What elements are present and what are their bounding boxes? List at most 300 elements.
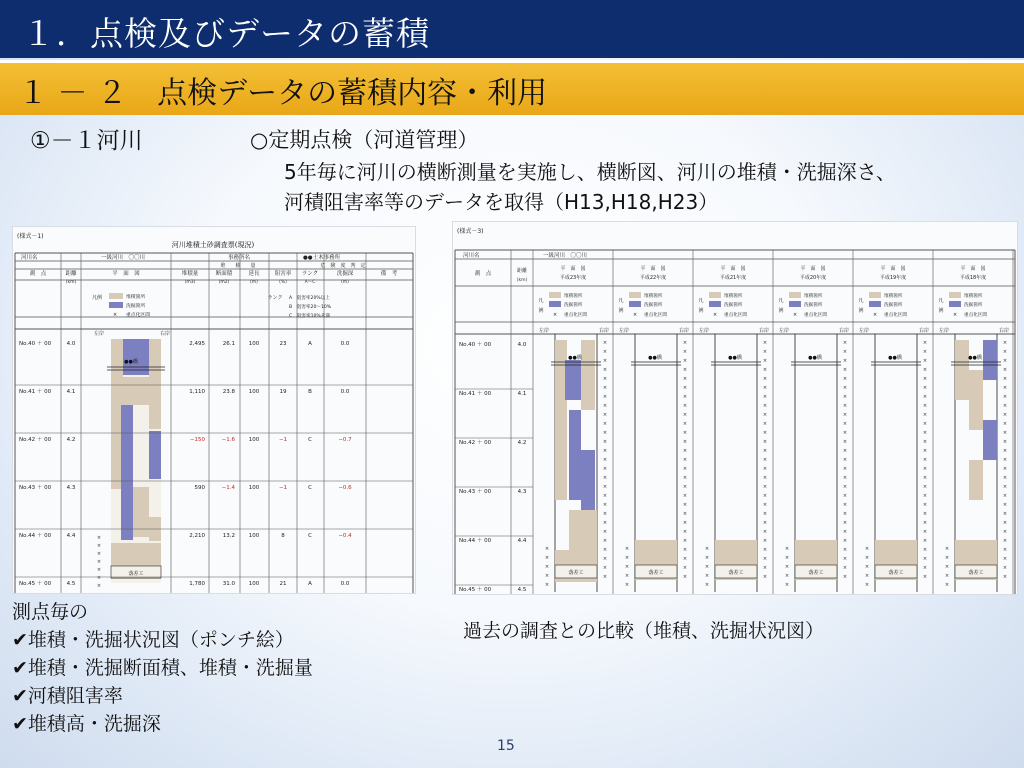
column-header: 堆積量 [181,271,199,277]
cross-mark: × [682,511,688,517]
sediment-block [569,510,597,550]
legend-item: 洗掘箇所 [884,303,903,308]
column-header: ランク [301,271,319,277]
cross-mark: × [624,564,630,570]
cross-mark: × [602,484,608,490]
cross-mark: × [1002,376,1008,382]
distance-cell: 4.2 [66,437,76,443]
cross-mark: × [762,556,768,562]
year-header: 平 面 図 [640,266,666,272]
cross-mark: × [602,376,608,382]
rank-cell: B [308,389,312,395]
cross-mark: × [682,493,688,499]
cross-mark: × [682,376,688,382]
legend-item: 洗掘箇所 [126,304,146,309]
cross-mark: × [762,421,768,427]
station-cell: No.42 ＋ 00 [19,437,52,443]
cross-mark: × [602,421,608,427]
cross-mark: × [922,565,928,571]
cross-mark: × [762,565,768,571]
bridge-label: ●●橋 [648,355,662,361]
rate-cell: 19 [279,389,287,395]
sediment-block [569,410,581,500]
cross-mark: × [113,312,118,318]
sediment-block [123,377,149,405]
year-header: 平成21年度 [719,275,747,281]
cross-mark: × [842,430,848,436]
cross-mark: × [842,565,848,571]
group-header-area: 堆 積 量 [220,263,256,269]
volume-cell: 2,210 [189,533,205,539]
cross-mark: × [944,573,950,579]
cross-mark: × [842,502,848,508]
sediment-block [149,339,161,429]
legend-item: 重点化区間 [644,313,667,318]
cross-mark: × [682,475,688,481]
legend-label: 凡 [538,298,544,304]
cross-mark: × [922,367,928,373]
cross-mark: × [1002,367,1008,373]
cross-mark: × [624,573,630,579]
cross-mark: × [864,564,870,570]
legend-label: 凡 [618,298,624,304]
cross-mark: × [842,349,848,355]
cross-mark: × [602,412,608,418]
cross-mark: × [682,439,688,445]
area-cell: 26.1 [222,341,235,347]
cross-mark: × [944,564,950,570]
scour-cell: 0.0 [340,389,350,395]
rate-cell: −1 [278,437,288,443]
cross-mark: × [602,547,608,553]
page-title: １．点検及びデータの蓄積 [22,14,430,53]
cross-mark: × [602,511,608,517]
cross-mark: × [922,376,928,382]
cross-mark: × [682,349,688,355]
cross-mark: × [784,582,790,588]
sediment-block [121,405,133,540]
cross-mark: × [602,529,608,535]
cross-mark: × [784,546,790,552]
note-item: ✔堆積・洗掘状況図（ポンチ絵） [12,629,294,651]
cross-mark: × [602,466,608,472]
cross-mark: × [762,529,768,535]
left-bank-label: 左岸 [619,328,630,334]
column-header: 測 点 [29,271,47,277]
cross-mark: × [624,555,630,561]
right-bank-label: 右岸 [838,328,849,334]
column-header: 洗掘深 [336,271,354,277]
rate-cell: −1 [278,485,288,491]
cross-mark: × [922,448,928,454]
station-cell: No.45 ＋ 00 [19,581,52,587]
form-number: (様式－3) [457,228,484,235]
cross-mark: × [1002,574,1008,580]
rank-cell: A [308,581,312,587]
cross-mark: × [793,312,798,318]
cross-mark: × [842,457,848,463]
cross-mark: × [704,582,710,588]
scour-swatch [549,301,561,307]
cross-mark: × [544,564,550,570]
cross-mark: × [842,466,848,472]
cross-mark: × [544,573,550,579]
rank-legend-item: A 阻害率20%以上 [289,296,330,301]
weir-label: 落差工 [128,571,144,577]
cross-mark: × [682,367,688,373]
legend-item: 堆積箇所 [126,295,146,300]
legend-item: 堆積箇所 [964,294,983,299]
station-cell: No.45 ＋ 00 [459,587,492,593]
scour-swatch [869,301,881,307]
cross-mark: × [842,385,848,391]
cross-mark: × [1002,466,1008,472]
distance-cell: 4.0 [66,341,76,347]
cross-mark: × [873,312,878,318]
cross-mark: × [602,403,608,409]
cross-mark: × [842,511,848,517]
cross-mark: × [922,529,928,535]
left-bank-label: 左岸 [939,328,950,334]
rank-cell: A [308,341,312,347]
cross-mark: × [784,564,790,570]
cross-mark: × [842,520,848,526]
cross-mark: × [682,403,688,409]
sediment-block [149,431,161,479]
station-cell: No.40 ＋ 00 [19,341,52,347]
year-header: 平成19年度 [879,275,907,281]
cross-mark: × [1002,493,1008,499]
column-header: 阻害率 [274,271,292,277]
cross-mark: × [602,349,608,355]
bridge-label: ●●橋 [728,355,742,361]
rank-legend-item: C 阻害率10%未満 [289,314,330,319]
cross-mark: × [1002,394,1008,400]
cross-mark: × [842,367,848,373]
sediment-block [133,487,149,537]
rate-cell: 21 [279,581,287,587]
sediment-block [581,450,595,510]
cross-mark: × [842,475,848,481]
cross-mark: × [96,575,102,581]
scour-swatch [949,301,961,307]
description-line-1: 5年毎に河川の横断測量を実施し、横断図、河川の堆積・洗掘深さ、 [284,160,896,184]
legend-item: 重点化区間 [884,313,907,318]
cross-mark: × [1002,385,1008,391]
cross-mark: × [944,555,950,561]
cross-mark: × [96,559,102,565]
survey-sheet-current-figure [13,227,415,593]
rank-legend-item: B 阻害率20～10% [289,305,332,310]
cross-mark: × [1002,412,1008,418]
cross-mark: × [704,546,710,552]
bridge-label: ●●橋 [124,359,138,365]
column-unit: (m2) [218,280,230,285]
note-item: ✔堆積・洗掘断面積、堆積・洗掘量 [12,657,313,679]
cross-mark: × [602,394,608,400]
legend-item: 重点化区間 [964,313,987,318]
scour-swatch [629,301,641,307]
area-cell: 23.8 [222,389,235,395]
deposit-swatch [709,292,721,298]
cross-mark: × [602,439,608,445]
volume-cell: 2,495 [189,341,205,347]
cross-mark: × [762,493,768,499]
cross-mark: × [544,546,550,552]
cross-mark: × [922,457,928,463]
survey-sheet-current [12,226,416,594]
weir-label: 落差工 [968,570,984,576]
cross-mark: × [602,574,608,580]
cross-mark: × [762,376,768,382]
river-name-label: 河川名 [463,253,480,259]
right-bank-label: 右岸 [998,328,1009,334]
station-cell: No.44 ＋ 00 [19,533,52,539]
office-name: ●●土木事務所 [303,255,341,261]
year-header: 平 面 図 [960,266,986,272]
cross-mark: × [922,430,928,436]
cross-mark: × [704,555,710,561]
cross-mark: × [96,583,102,589]
cross-mark: × [602,358,608,364]
bridge-label: ●●橋 [808,355,822,361]
distance-cell: 4.3 [517,489,527,495]
river-name-label: 河川名 [21,255,38,261]
cross-mark: × [96,543,102,549]
legend-item: 重点化区間 [804,313,827,318]
form-number: (様式－1) [17,233,44,240]
cross-mark: × [1002,358,1008,364]
cross-mark: × [762,439,768,445]
cross-mark: × [553,312,558,318]
cross-mark: × [762,412,768,418]
rank-cell: C [308,533,312,539]
cross-mark: × [1002,538,1008,544]
distance-unit: (km) [516,278,528,283]
river-name: 一級河川 〇〇川 [100,255,146,261]
length-cell: 100 [248,581,260,587]
cross-mark: × [1002,421,1008,427]
scour-cell: −0.6 [338,485,352,491]
cross-mark: × [922,502,928,508]
column-unit: (m) [341,280,349,285]
cross-mark: × [682,394,688,400]
cross-mark: × [922,421,928,427]
cross-mark: × [1002,484,1008,490]
cross-mark: × [602,457,608,463]
cross-mark: × [922,394,928,400]
length-cell: 100 [248,437,260,443]
cross-mark: × [922,403,928,409]
cross-mark: × [1002,511,1008,517]
cross-mark: × [842,538,848,544]
cross-mark: × [842,439,848,445]
sheet-title: 河川堆積土砂調査票(現況) [171,241,255,249]
cross-mark: × [842,448,848,454]
legend-item: 重点化区間 [564,313,587,318]
deposit-swatch [869,292,881,298]
deposit-swatch [629,292,641,298]
cross-mark: × [784,555,790,561]
cross-mark: × [762,547,768,553]
cross-mark: × [762,484,768,490]
cross-mark: × [682,412,688,418]
cross-mark: × [1002,520,1008,526]
legend-item: 洗掘箇所 [964,303,983,308]
bridge-label: ●●橋 [568,355,582,361]
sediment-block [955,340,969,400]
legend-label: 凡 [858,298,864,304]
notes-heading: 測点毎の [12,601,89,623]
cross-mark: × [1002,349,1008,355]
cross-mark: × [704,573,710,579]
distance-cell: 4.5 [517,587,527,593]
cross-mark: × [922,340,928,346]
cross-mark: × [762,385,768,391]
year-header: 平成23年度 [559,275,587,281]
column-header: 延長 [248,271,260,277]
cross-mark: × [96,551,102,557]
legend-label: 例 [778,308,784,314]
station-cell: No.41 ＋ 00 [19,389,52,395]
right-bank-label: 右岸 [918,328,929,334]
cross-mark: × [633,312,638,318]
cross-mark: × [864,573,870,579]
cross-mark: × [602,385,608,391]
cross-mark: × [1002,340,1008,346]
cross-mark: × [624,582,630,588]
cross-mark: × [922,520,928,526]
cross-mark: × [602,430,608,436]
cross-mark: × [1002,448,1008,454]
legend-item: 洗掘箇所 [724,303,743,308]
cross-mark: × [682,457,688,463]
cross-mark: × [864,546,870,552]
cross-mark: × [944,546,950,552]
distance-cell: 4.1 [66,389,76,395]
station-cell: No.42 ＋ 00 [459,440,492,446]
station-cell: No.40 ＋ 00 [459,342,492,348]
column-unit: (km) [65,280,77,285]
cross-mark: × [842,412,848,418]
legend-item: 重点化区間 [126,313,150,318]
year-header: 平成18年度 [959,275,987,281]
distance-header: 距離 [516,268,528,274]
weir-label: 落差工 [568,570,584,576]
cross-mark: × [682,385,688,391]
cross-mark: × [1002,457,1008,463]
legend-item: 堆積箇所 [644,294,663,299]
cross-mark: × [762,367,768,373]
cross-mark: × [682,520,688,526]
notes-list [12,598,313,738]
length-cell: 100 [248,389,260,395]
left-bank-label: 左岸 [539,328,550,334]
cross-mark: × [602,565,608,571]
left-bank-label: 左岸 [779,328,790,334]
cross-mark: × [1002,475,1008,481]
cross-mark: × [682,574,688,580]
distance-cell: 4.3 [66,485,76,491]
legend-label: 凡 [778,298,784,304]
cross-mark: × [842,547,848,553]
distance-cell: 4.2 [517,440,527,446]
sediment-block [581,340,595,410]
cross-mark: × [602,475,608,481]
cross-mark: × [762,394,768,400]
cross-mark: × [842,484,848,490]
legend-item: 堆積箇所 [804,294,823,299]
comparison-caption: 過去の調査との比較（堆積、洗掘状況図） [463,620,825,642]
cross-mark: × [682,466,688,472]
year-header: 平 面 図 [880,266,906,272]
cross-mark: × [922,412,928,418]
section-label: ①－１河川 [30,128,143,154]
cross-mark: × [842,376,848,382]
cross-mark: × [842,358,848,364]
cross-mark: × [602,493,608,499]
group-header-judge: 危 険 度 判 定 [320,263,366,269]
cross-mark: × [682,430,688,436]
column-unit: (m3) [184,280,196,285]
left-bank-label: 左岸 [859,328,870,334]
cross-mark: × [922,511,928,517]
subtitle-bar [0,60,1024,115]
cross-mark: × [922,358,928,364]
year-header: 平 面 図 [560,266,586,272]
cross-mark: × [602,520,608,526]
deposit-swatch [789,292,801,298]
volume-cell: 1,110 [189,389,205,395]
weir-label: 落差工 [808,570,824,576]
cross-mark: × [682,340,688,346]
cross-mark: × [1002,403,1008,409]
scour-cell: 0.0 [340,341,350,347]
cross-mark: × [922,475,928,481]
scour-swatch [709,301,721,307]
survey-sheet-comparison-figure [453,222,1017,594]
area-cell: 13.2 [222,533,235,539]
column-header: 距離 [65,271,77,277]
cross-mark: × [842,556,848,562]
scour-cell: −0.4 [338,533,352,539]
sediment-block [969,460,983,500]
cross-mark: × [602,340,608,346]
sediment-block [983,420,997,460]
year-header: 平成20年度 [799,275,827,281]
volume-cell: 590 [194,485,205,491]
scour-cell: −0.7 [338,437,352,443]
cross-mark: × [842,394,848,400]
station-cell: No.43 ＋ 00 [459,489,492,495]
legend-item: 堆積箇所 [724,294,743,299]
survey-sheet-comparison [452,221,1018,595]
cross-mark: × [784,573,790,579]
legend-label: 凡 [938,298,944,304]
cross-mark: × [1002,556,1008,562]
cross-mark: × [1002,502,1008,508]
rate-cell: 23 [279,341,287,347]
column-header: 断面積 [215,271,233,277]
distance-cell: 4.5 [66,581,76,587]
column-unit: (%) [279,280,287,285]
cross-mark: × [842,529,848,535]
cross-mark: × [682,358,688,364]
cross-mark: × [602,556,608,562]
legend-label: 例 [858,308,864,314]
cross-mark: × [762,403,768,409]
weir-label: 落差工 [728,570,744,576]
